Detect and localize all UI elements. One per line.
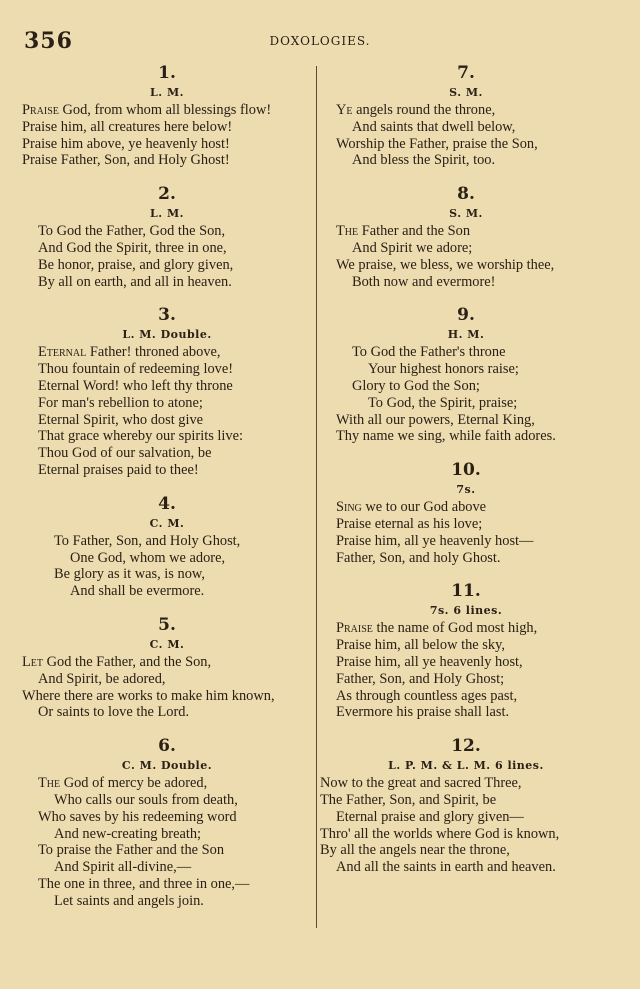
hymn-9 (320, 304, 612, 445)
hymn-line: Praise him, all ye heavenly host— (336, 532, 534, 549)
hymn-line: And all the saints in earth and heaven. (336, 859, 556, 876)
left-column (22, 60, 312, 924)
hymn-line: And Spirit we adore; (352, 239, 473, 256)
hymn-10 (320, 459, 612, 566)
hymn-2 (22, 183, 312, 290)
hymn-line: Or saints to love the Lord. (38, 704, 190, 721)
hymn-line: Where there are works to make him known, (22, 687, 275, 704)
hymn-meter: C. M. (149, 516, 185, 530)
hymn-number: 11. (451, 581, 481, 602)
first-word: Praise (336, 620, 373, 637)
hymn-5 (22, 614, 312, 721)
hymn-line: And Spirit, be adored, (38, 670, 166, 687)
hymn-number: 12. (451, 736, 481, 757)
hymn-line: To God the Father's throne (352, 344, 506, 361)
hymn-line: Praise him, all below the sky, (336, 637, 505, 654)
first-word: Ye (336, 102, 353, 118)
hymn-number: 6. (158, 736, 176, 757)
hymn-number: 5. (158, 614, 176, 635)
hymn-meter: 7s. (456, 483, 476, 497)
hymn-1 (22, 62, 312, 169)
hymn-meter: L. M. Double. (122, 328, 212, 342)
hymn-meter: S. M. (449, 207, 483, 221)
hymn-line: To praise the Father and the Son (38, 842, 225, 859)
hymn-line: The God of mercy be adored, (38, 775, 208, 792)
hymn-meter: L. P. M. & L. M. 6 lines. (388, 759, 544, 773)
hymn-line: Praise the name of God most high, (336, 620, 538, 637)
hymn-line: Eternal Father! throned above, (38, 344, 221, 361)
hymn-number: 7. (457, 63, 475, 83)
hymn-meter: 7s. 6 lines. (429, 604, 503, 618)
first-word: The (38, 775, 61, 792)
first-word: Eternal (38, 344, 87, 361)
hymn-line: Praise Father, Son, and Holy Ghost! (22, 152, 230, 169)
hymn-line: By all on earth, and all in heaven. (38, 273, 232, 290)
hymn-meter: L. M. (150, 207, 184, 221)
hymn-6 (22, 735, 312, 909)
column-divider (316, 66, 317, 928)
hymn-number: 9. (457, 305, 475, 326)
hymn-line: Thou God of our salvation, be (38, 445, 212, 462)
hymn-line: Father, Son, and holy Ghost. (336, 549, 501, 566)
first-word: Praise (22, 102, 59, 118)
hymn-number: 1. (158, 63, 176, 83)
right-column (320, 60, 612, 890)
hymn-line: Glory to God the Son; (352, 377, 480, 394)
hymn-line: Father, Son, and Holy Ghost; (336, 670, 505, 687)
hymn-line: Thy name we sing, while faith adores. (336, 428, 556, 445)
hymn-line: Who saves by his redeeming word (38, 808, 237, 825)
first-word: The (336, 223, 359, 240)
hymn-meter: C. M. (149, 637, 185, 651)
hymn-line: Eternal praise and glory given— (336, 808, 524, 825)
hymn-line: And Spirit all-divine,— (54, 859, 192, 876)
hymn-line: And God the Spirit, three in one, (38, 239, 227, 256)
first-word: Let (22, 653, 44, 670)
hymn-line: Be glory as it was, is now, (54, 566, 205, 583)
hymn-line: Praise him above, ye heavenly host! (22, 135, 230, 152)
hymn-line: Ye angels round the throne, (336, 102, 496, 118)
hymn-line: Eternal praises paid to thee! (38, 461, 199, 478)
hymn-line: Worship the Father, praise the Son, (336, 135, 538, 152)
hymn-line: Let God the Father, and the Son, (22, 653, 212, 670)
hymn-line: Praise eternal as his love; (336, 515, 483, 532)
hymn-line: Eternal Spirit, who dost give (38, 411, 204, 428)
hymn-line: For man's rebellion to atone; (38, 394, 203, 411)
hymn-line: Evermore his praise shall last. (336, 704, 510, 721)
hymn-line: Who calls our souls from death, (54, 791, 238, 808)
hymn-line: One God, whom we adore, (70, 549, 226, 566)
hymn-number: 10. (451, 460, 481, 481)
hymn-line: To Father, Son, and Holy Ghost, (54, 532, 241, 549)
hymn-meter: C. M. Double. (121, 759, 213, 773)
hymn-line: Be honor, praise, and glory given, (38, 256, 234, 273)
hymn-line: And bless the Spirit, too. (352, 152, 496, 169)
hymn-7 (320, 62, 612, 169)
hymn-meter: S. M. (449, 86, 483, 99)
hymn-meter: H. M. (447, 328, 485, 342)
hymn-line: Sing we to our God above (336, 499, 487, 516)
hymn-line: Praise him, all creatures here below! (22, 118, 233, 135)
hymn-number: 8. (457, 184, 475, 205)
hymn-line: And saints that dwell below, (352, 118, 516, 135)
hymn-11 (320, 580, 612, 721)
hymn-line: Let saints and angels join. (54, 892, 204, 909)
running-head: DOXOLOGIES. (269, 34, 371, 48)
hymn-line: Your highest honors raise; (368, 361, 519, 378)
page-number: 356 (24, 28, 73, 54)
hymn-line: With all our powers, Eternal King, (336, 411, 535, 428)
hymn-line: The one in three, and three in one,— (38, 875, 250, 892)
hymn-line: As through countless ages past, (336, 687, 518, 704)
hymn-line: And shall be evermore. (70, 583, 205, 600)
hymn-3 (22, 304, 312, 478)
hymn-line: Both now and evermore! (352, 273, 496, 290)
hymn-line: To God, the Spirit, praise; (368, 394, 518, 411)
hymn-line: The Father, Son, and Spirit, be (320, 791, 497, 808)
hymn-12 (320, 735, 612, 876)
hymn-line: Now to the great and sacred Three, (320, 775, 522, 792)
hymn-line: And new-creating breath; (54, 825, 202, 842)
hymn-4 (22, 493, 312, 600)
hymn-line: To God the Father, God the Son, (38, 223, 226, 240)
first-word: Sing (336, 499, 362, 516)
hymn-line: We praise, we bless, we worship thee, (336, 256, 555, 273)
hymn-line: Praise God, from whom all blessings flow! (22, 102, 272, 118)
hymn-line: Thou fountain of redeeming love! (38, 361, 234, 378)
hymn-line: The Father and the Son (336, 223, 471, 240)
hymn-line: Praise him, all ye heavenly host, (336, 653, 523, 670)
hymn-line: That grace whereby our spirits live: (38, 428, 243, 445)
hymn-number: 4. (158, 493, 176, 514)
hymn-meter: L. M. (150, 86, 184, 99)
hymn-line: Thro' all the worlds where God is known, (320, 825, 560, 842)
hymn-number: 3. (158, 305, 176, 326)
hymn-8 (320, 183, 612, 290)
hymn-line: Eternal Word! who left thy throne (38, 377, 233, 394)
hymn-number: 2. (158, 184, 176, 205)
hymn-line: By all the angels near the throne, (320, 842, 510, 859)
